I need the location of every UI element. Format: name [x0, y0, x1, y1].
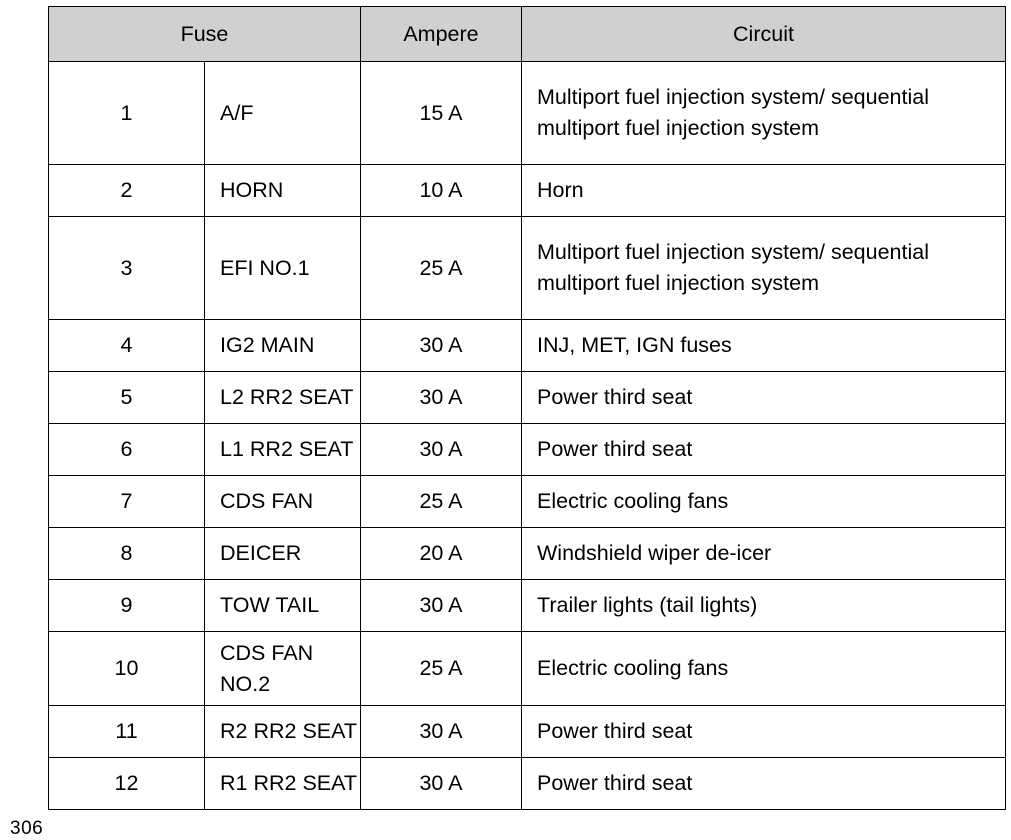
fuse-number-cell: 10: [49, 632, 205, 706]
fuse-circuit-cell: Power third seat: [522, 706, 1006, 758]
fuse-circuit-cell: Power third seat: [522, 758, 1006, 810]
fuse-ampere-cell: 15 A: [361, 62, 522, 165]
fuse-ampere-cell: 30 A: [361, 320, 522, 372]
table-row: [49, 424, 1006, 476]
fuse-name-cell: IG2 MAIN: [205, 320, 361, 372]
column-header-circuit: Circuit: [522, 7, 1006, 62]
fuse-name-cell: DEICER: [205, 528, 361, 580]
fuse-circuit-cell: Horn: [522, 165, 1006, 217]
table-row: [49, 580, 1006, 632]
fuse-name-cell: A/F: [205, 62, 361, 165]
fuse-number-cell: 4: [49, 320, 205, 372]
table-row: [49, 320, 1006, 372]
fuse-circuit-cell: Electric cooling fans: [522, 476, 1006, 528]
table-row: [49, 528, 1006, 580]
column-header-fuse: Fuse: [49, 7, 361, 62]
table-row: [49, 372, 1006, 424]
fuse-circuit-cell: Multiport fuel injection system/ sequential multiport fuel injection system: [522, 62, 1006, 165]
table-row: [49, 62, 1006, 165]
fuse-circuit-cell: Power third seat: [522, 424, 1006, 476]
fuse-ampere-cell: 10 A: [361, 165, 522, 217]
fuse-circuit-cell: Multiport fuel injection system/ sequential multiport fuel injection system: [522, 217, 1006, 320]
fuse-number-cell: 6: [49, 424, 205, 476]
table-row: [49, 217, 1006, 320]
fuse-name-cell: L1 RR2 SEAT: [205, 424, 361, 476]
fuse-number-cell: 3: [49, 217, 205, 320]
fuse-name-cell: HORN: [205, 165, 361, 217]
fuse-number-cell: 12: [49, 758, 205, 810]
fuse-ampere-cell: 30 A: [361, 758, 522, 810]
page-number: 306: [10, 818, 44, 839]
fuse-ampere-cell: 25 A: [361, 632, 522, 706]
fuse-table: [48, 6, 1006, 810]
fuse-circuit-cell: Windshield wiper de-icer: [522, 528, 1006, 580]
column-header-ampere: Ampere: [361, 7, 522, 62]
fuse-circuit-cell: Trailer lights (tail lights): [522, 580, 1006, 632]
fuse-name-cell: CDS FAN NO.2: [205, 632, 361, 706]
fuse-ampere-cell: 30 A: [361, 580, 522, 632]
table-row: [49, 165, 1006, 217]
fuse-ampere-cell: 30 A: [361, 372, 522, 424]
table-body: [49, 62, 1006, 810]
table-row: [49, 706, 1006, 758]
fuse-circuit-cell: INJ, MET, IGN fuses: [522, 320, 1006, 372]
fuse-name-cell: L2 RR2 SEAT: [205, 372, 361, 424]
fuse-number-cell: 8: [49, 528, 205, 580]
table-row: [49, 758, 1006, 810]
fuse-number-cell: 7: [49, 476, 205, 528]
fuse-table-container: [48, 6, 978, 810]
fuse-number-cell: 1: [49, 62, 205, 165]
fuse-ampere-cell: 30 A: [361, 706, 522, 758]
fuse-ampere-cell: 25 A: [361, 217, 522, 320]
fuse-ampere-cell: 20 A: [361, 528, 522, 580]
fuse-name-cell: EFI NO.1: [205, 217, 361, 320]
fuse-name-cell: TOW TAIL: [205, 580, 361, 632]
fuse-circuit-cell: Power third seat: [522, 372, 1006, 424]
fuse-number-cell: 9: [49, 580, 205, 632]
fuse-ampere-cell: 30 A: [361, 424, 522, 476]
table-row: [49, 476, 1006, 528]
fuse-number-cell: 2: [49, 165, 205, 217]
fuse-number-cell: 11: [49, 706, 205, 758]
fuse-name-cell: R1 RR2 SEAT: [205, 758, 361, 810]
fuse-name-cell: R2 RR2 SEAT: [205, 706, 361, 758]
table-header: [49, 7, 1006, 62]
fuse-name-cell: CDS FAN: [205, 476, 361, 528]
table-header-row: [49, 7, 1006, 62]
table-row: [49, 632, 1006, 706]
fuse-number-cell: 5: [49, 372, 205, 424]
fuse-circuit-cell: Electric cooling fans: [522, 632, 1006, 706]
fuse-ampere-cell: 25 A: [361, 476, 522, 528]
